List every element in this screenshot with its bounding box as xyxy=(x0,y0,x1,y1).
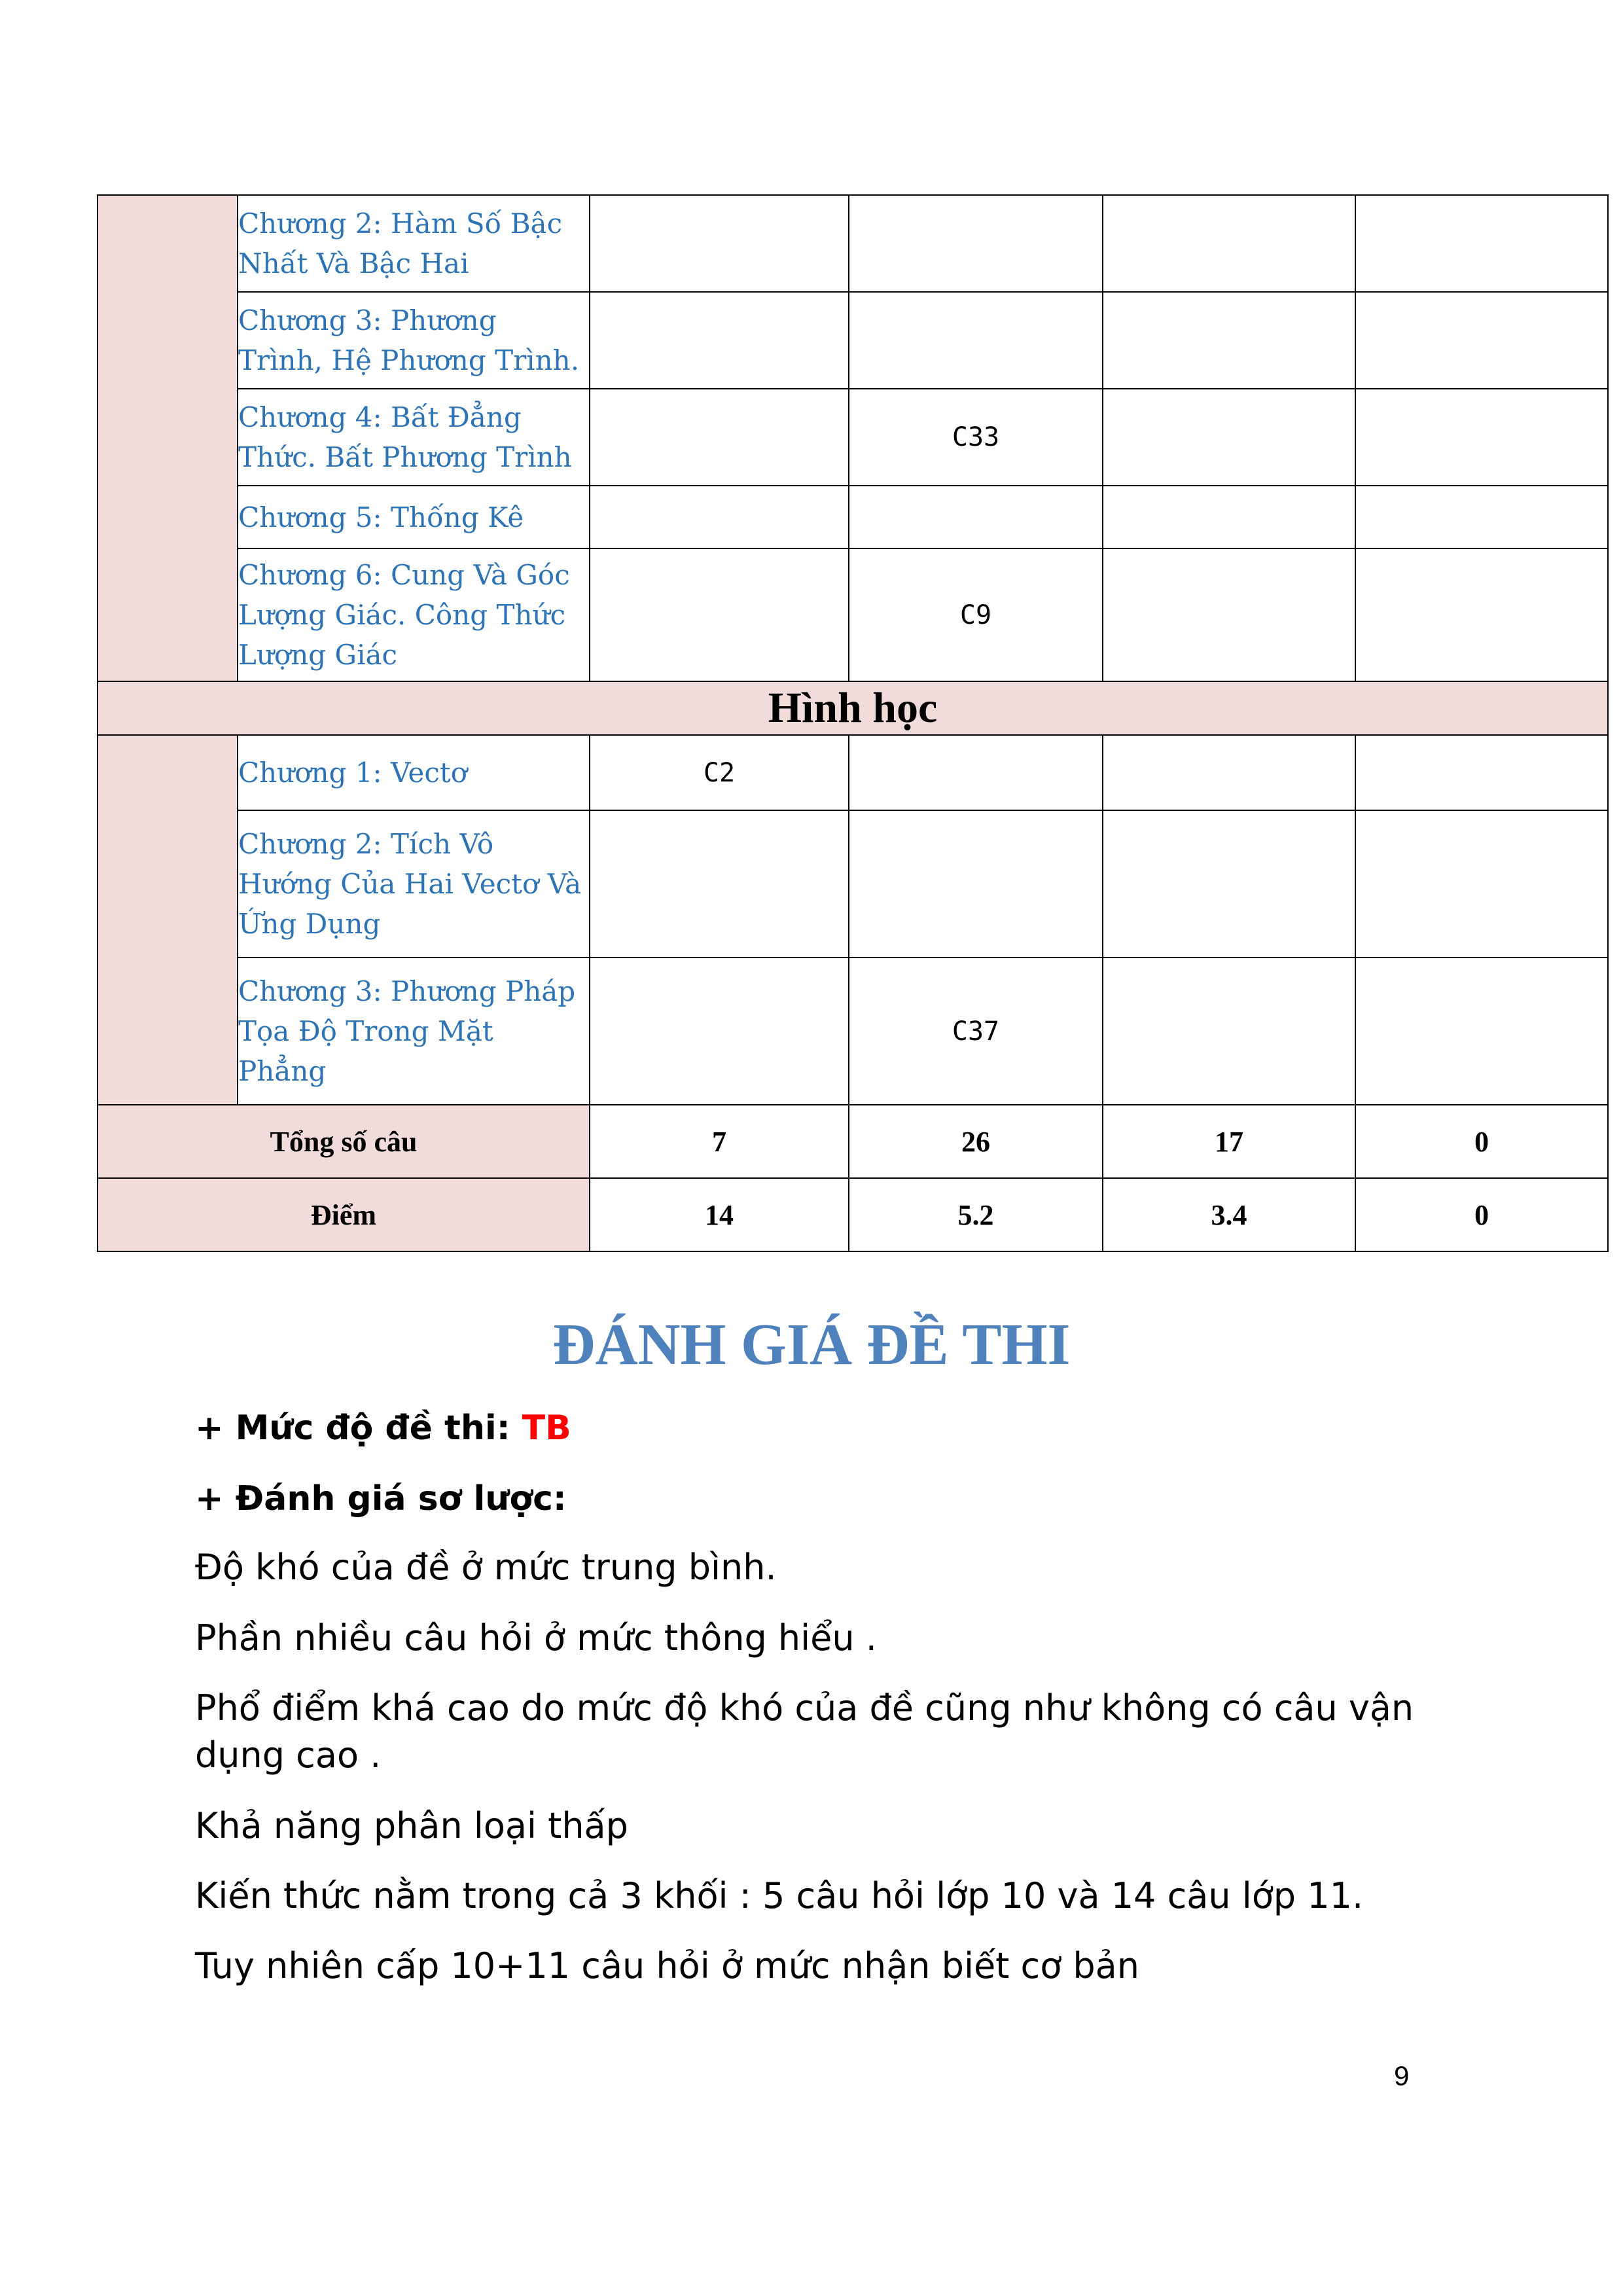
score-label: Điểm xyxy=(98,1178,590,1251)
section-title-geometry: Hình học xyxy=(98,681,1608,735)
table-cell xyxy=(1103,548,1355,681)
table-cell xyxy=(590,292,849,389)
table-cell: C33 xyxy=(849,389,1103,486)
difficulty-label: + Mức độ đề thi: xyxy=(195,1408,522,1448)
score-row xyxy=(98,1178,1608,1251)
table-cell xyxy=(590,958,849,1105)
chapter-label: Chương 5: Thống Kê xyxy=(238,486,590,548)
table-cell: C37 xyxy=(849,958,1103,1105)
table-cell xyxy=(590,486,849,548)
table-cell xyxy=(1103,810,1355,958)
table-cell: C9 xyxy=(849,548,1103,681)
score-value: 0 xyxy=(1355,1178,1608,1251)
table-cell xyxy=(849,292,1103,389)
table-cell xyxy=(590,195,849,292)
paragraph: Kiến thức nằm trong cả 3 khối : 5 câu hỏi lớp 10 và 14 câu lớp 11. xyxy=(195,1875,1364,1916)
paragraph: Phần nhiều câu hỏi ở mức thông hiểu . xyxy=(195,1617,877,1659)
table-row xyxy=(98,195,1608,292)
chapter-label: Chương 1: Vectơ xyxy=(238,735,590,810)
chapter-label: Chương 2: Hàm Số Bậc Nhất Và Bậc Hai xyxy=(238,195,590,292)
table-cell xyxy=(1355,292,1608,389)
paragraph: Tuy nhiên cấp 10+11 câu hỏi ở mức nhận biết cơ bản xyxy=(195,1945,1139,1986)
table-cell xyxy=(1355,389,1608,486)
chapter-label: Chương 2: Tích Vô Hướng Của Hai Vectơ Và Ứng Dụng xyxy=(238,810,590,958)
table-row xyxy=(98,548,1608,681)
paragraph: Khả năng phân loại thấp xyxy=(195,1805,628,1846)
table-cell xyxy=(1103,389,1355,486)
score-value: 5.2 xyxy=(849,1178,1103,1251)
algebra-group-cell xyxy=(98,195,238,681)
score-value: 3.4 xyxy=(1103,1178,1355,1251)
table-row xyxy=(98,735,1608,810)
table-cell xyxy=(1355,735,1608,810)
table-row xyxy=(98,292,1608,389)
table-cell xyxy=(590,548,849,681)
table-cell xyxy=(1355,548,1608,681)
total-label: Tổng số câu xyxy=(98,1105,590,1178)
table-cell xyxy=(1103,195,1355,292)
chapter-label: Chương 6: Cung Và Góc Lượng Giác. Công Thức Lượng Giác xyxy=(238,548,590,681)
chapter-label: Chương 4: Bất Đẳng Thức. Bất Phương Trình xyxy=(238,389,590,486)
table-cell xyxy=(590,389,849,486)
summary-heading xyxy=(195,1475,1471,1522)
question-matrix-table xyxy=(97,194,1609,1252)
table-cell xyxy=(1355,810,1608,958)
difficulty-line xyxy=(195,1404,1471,1452)
table-cell xyxy=(1103,958,1355,1105)
table-cell: C2 xyxy=(590,735,849,810)
table-cell xyxy=(1355,486,1608,548)
total-value: 7 xyxy=(590,1105,849,1178)
total-value: 17 xyxy=(1103,1105,1355,1178)
total-row xyxy=(98,1105,1608,1178)
evaluation-title: ĐÁNH GIÁ ĐỀ THI xyxy=(552,1312,1071,1377)
table-cell xyxy=(1103,292,1355,389)
table-row xyxy=(98,486,1608,548)
chapter-label: Chương 3: Phương Trình, Hệ Phương Trình. xyxy=(238,292,590,389)
total-value: 0 xyxy=(1355,1105,1608,1178)
difficulty-value: TB xyxy=(522,1408,571,1448)
table-row xyxy=(98,958,1608,1105)
table-cell xyxy=(849,486,1103,548)
section-header-row xyxy=(98,681,1608,735)
table-row xyxy=(98,810,1608,958)
table-cell xyxy=(1103,735,1355,810)
total-value: 26 xyxy=(849,1105,1103,1178)
table-cell xyxy=(1103,486,1355,548)
page-number: 9 xyxy=(1394,2060,1410,2091)
table-cell xyxy=(849,735,1103,810)
paragraph: Phổ điểm khá cao do mức độ khó của đề cũng như không có câu vận dụng cao . xyxy=(195,1687,1414,1776)
table-row xyxy=(98,389,1608,486)
table-cell xyxy=(849,810,1103,958)
geometry-group-cell xyxy=(98,735,238,1105)
paragraph: Độ khó của đề ở mức trung bình. xyxy=(195,1547,777,1588)
chapter-label: Chương 3: Phương Pháp Tọa Độ Trong Mặt Phẳng xyxy=(238,958,590,1105)
table-cell xyxy=(1355,958,1608,1105)
table-cell xyxy=(849,195,1103,292)
table-cell xyxy=(1355,195,1608,292)
table-cell xyxy=(590,810,849,958)
score-value: 14 xyxy=(590,1178,849,1251)
summary-label: + Đánh giá sơ lược: xyxy=(195,1479,567,1518)
